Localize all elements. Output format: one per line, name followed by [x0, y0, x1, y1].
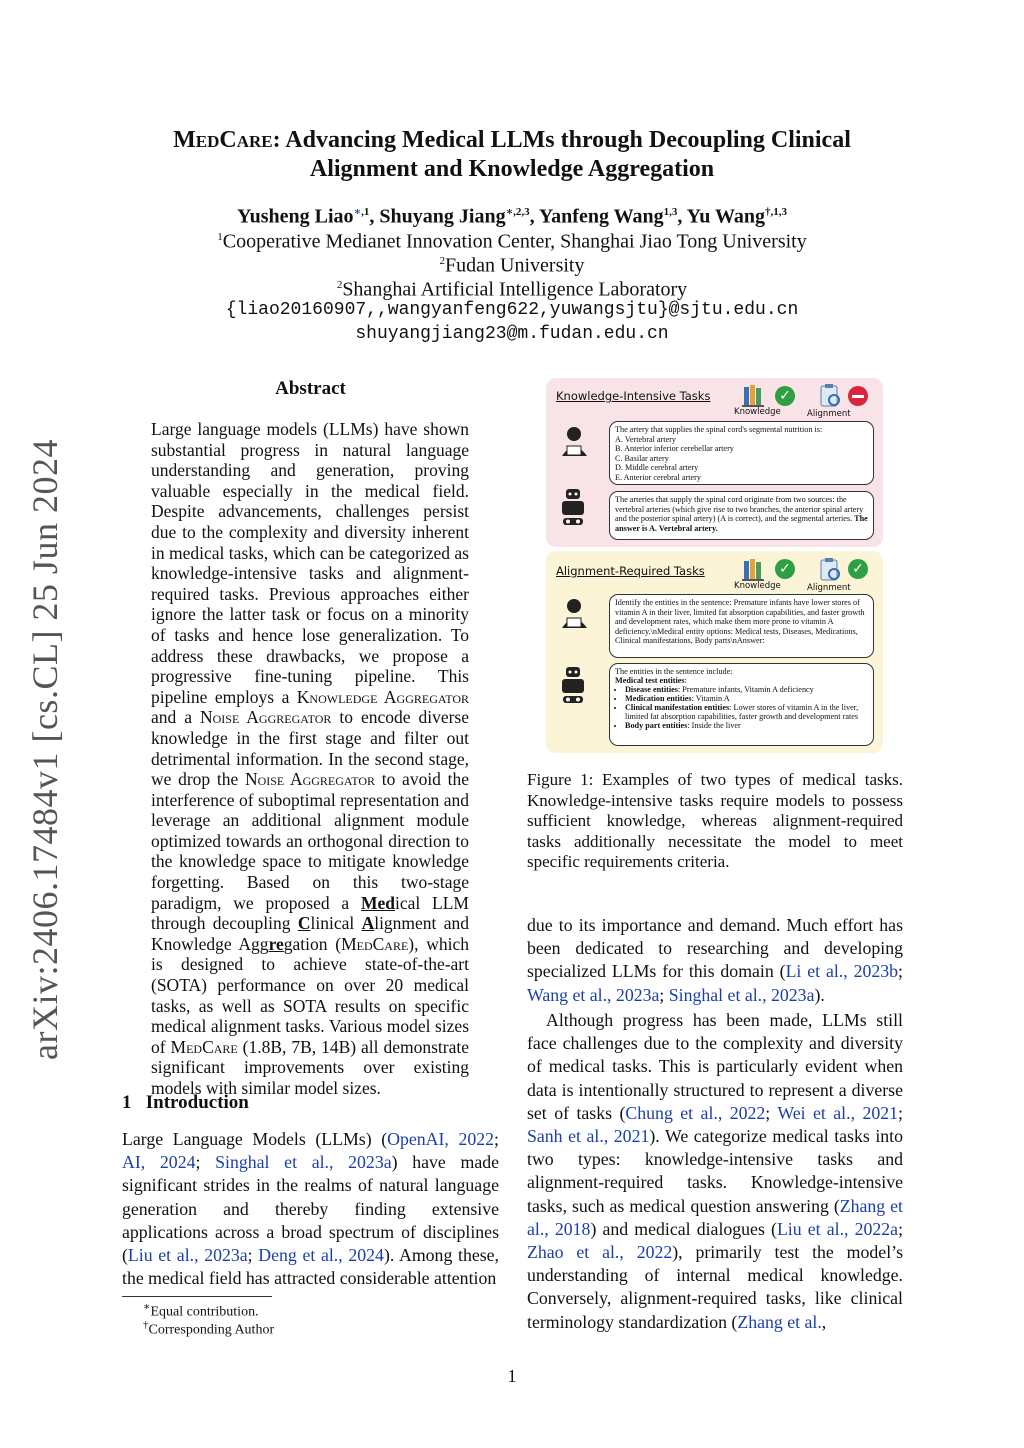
citation-link[interactable]: Deng et al., 2024	[258, 1245, 384, 1266]
entity-item: • Medication entities: Vitamin A	[625, 694, 868, 703]
books-icon	[742, 383, 766, 407]
abstract-heading: Abstract	[275, 378, 346, 399]
author-1-affil: ,1	[361, 206, 370, 218]
author-4: , Yu Wang	[677, 205, 766, 228]
right-paragraph-2: Although progress has been made, LLMs still face challenges due to the complexity and diversity of medical tasks. This is particularly evident when data is intentionally structured to represent a diverse set of tasks (Chung et al., 2022; Wei et al., 2021; Sanh et al., 2021). We categorize medical tasks into two types: knowledge-intensive tasks and alignment-required tasks. Knowledge-intensive tasks, such as medical question answering (Zhang et al., 2018) and medical dialogues (Liu et al., 2022a; Zhao et al., 2022), primarily test the model’s understanding of internal medical knowledge. Conversely, alignment-required tasks, like clinical terminology standardization (Zhang et al.,	[527, 1010, 904, 1332]
footnote-1: ∗Equal contribution.	[143, 1301, 259, 1320]
knowledge-aggregator-term: Knowledge Aggregator	[296, 686, 469, 707]
title-line1: : Advancing Medical LLMs through Decoupling Clinical	[272, 127, 851, 153]
answer-bubble-1: The arteries that supply the spinal cord originate from two sources: the vertebral arteries (which give rise to two branches, the anterior spinal artery and the posterior spinal artery) (A is correct), and the segmental arteries. The answer is A. Vertebral artery.	[609, 491, 874, 540]
affiliation-1: $^1$Cooperative Medianet Innovation Center, Shanghai Jiao Tong University	[217, 230, 807, 253]
author-3: , Yanfeng Wang	[529, 205, 664, 228]
entity-item: • Clinical manifestation entities: Lower stores of vitamin A in the liver, limited fat absorption capabilities, faster growth and development rates	[625, 703, 868, 721]
clipboard-icon	[818, 557, 842, 581]
robot-icon	[558, 487, 588, 527]
intro-paragraph: Large Language Models (LLMs) (OpenAI, 2022; AI, 2024; Singhal et al., 2023a) have made significant strides in the realms of natural language generation and thereby finding extensive applications across a broad spectrum of disciplines (Liu et al., 2023a; Deng et al., 2024). Among these, the medical field has attracted considerable attention	[122, 1129, 500, 1289]
citation-link[interactable]: Liu et al., 2023a	[127, 1245, 248, 1266]
citation-link[interactable]: OpenAI, 2022	[387, 1129, 495, 1149]
author-1-mark[interactable]: ∗	[353, 206, 362, 218]
citation-link[interactable]: Li et al., 2023b	[785, 961, 899, 982]
noise-aggregator-term-2: Noise Aggregator	[244, 769, 376, 790]
figure-caption: Figure 1: Examples of two types of medical tasks. Knowledge-intensive tasks require models to possess sufficient knowledge, whereas alignment-required tasks additionally necessitate the model to meet specific requirements criteria.	[527, 770, 903, 872]
author-3-affil: 1,3	[663, 206, 678, 218]
abstract-body: Large language models (LLMs) have shown substantial progress in natural language understanding and generation, proving valuable especially in the medical field. Despite advancements, challenges persist due to the complexity and diversity inherent in medical tasks, which can be categorized as knowledge-intensive tasks and alignment-required tasks. Previous approaches either ignore the latter task or focus on a minority of tasks and hence lose generalization. To address these drawbacks, we propose a progressive fine-tuning pipeline. This pipeline employs a Knowledge Aggregator and a Noise Aggregator to encode diverse knowledge in the first stage and filter out detrimental information. In the second stage, we drop the Noise Aggregator to avoid the interference of suboptimal representation and leverage an additional alignment module optimized towards an orthogonal direction to the knowledge space to mitigate knowledge forgetting. Based on this two-stage paradigm, we proposed a Medical LLM through decoupling Clinical Alignment and Knowledge Aggregation (MedCare), which is designed to achieve state-of-the-art (SOTA) performance on over 20 medical tasks, as well as SOTA results on specific medical alignment tasks. Various model sizes of MedCare (1.8B, 7B, 14B) all demonstrate significant improvements over existing models with similar model sizes.	[151, 419, 470, 1098]
right-paragraph-1: due to its importance and demand. Much effort has been dedicated to researching and developing specialized LLMs for this domain (Li et al., 2023b; Wang et al., 2023a; Singhal et al., 2023a).	[527, 915, 903, 1005]
citation-link[interactable]: Zhao et al., 2022	[527, 1242, 673, 1263]
check-icon: ✓	[848, 559, 868, 579]
page-number: 1	[507, 1366, 517, 1386]
knowledge-label: Knowledge	[734, 407, 781, 417]
email-line-2: shuyangjiang23@m.fudan.edu.cn	[355, 324, 669, 344]
affiliation-2: $^2$Fudan University	[439, 254, 585, 277]
citation-link[interactable]: Zhang et al.	[737, 1311, 822, 1332]
noise-aggregator-term: Noise Aggregator	[199, 707, 332, 728]
citation-link[interactable]: Singhal et al., 2023a	[668, 984, 815, 1005]
citation-link[interactable]: Zhang et al., 2018	[527, 1195, 903, 1239]
citation-link[interactable]: Wei et al., 2021	[777, 1102, 899, 1123]
entity-item: • Body part entities: Inside the liver	[625, 721, 868, 730]
citation-link[interactable]: AI, 2024	[122, 1152, 196, 1173]
author-2: , Shuyang Jiang	[369, 205, 506, 228]
robot-icon	[558, 665, 588, 705]
citation-link[interactable]: Sanh et al., 2021	[527, 1126, 650, 1147]
footnote-2: †Corresponding Author	[143, 1319, 275, 1338]
affiliation-3: $^2$Shanghai Artificial Intelligence Laboratory	[336, 278, 688, 301]
check-icon: ✓	[775, 386, 795, 406]
footnote-rule	[122, 1296, 272, 1297]
knowledge-label: Knowledge	[734, 581, 781, 591]
section-heading-introduction: 1 Introduction	[122, 1092, 249, 1113]
email-line-1: {liao20160907,,wangyanfeng622,yuwangsjtu}@sjtu.edu.cn	[225, 300, 799, 320]
entity-item: • Disease entities: Premature infants, Vitamin A deficiency	[625, 685, 868, 694]
citation-link[interactable]: Liu et al., 2022a	[776, 1218, 899, 1239]
clipboard-icon	[818, 383, 842, 407]
title-line2: Alignment and Knowledge Aggregation	[309, 156, 715, 182]
books-icon	[742, 557, 766, 581]
user-at-laptop-icon	[560, 598, 590, 630]
alignment-label: Alignment	[807, 409, 851, 419]
panel-title-alignment-required: Alignment-Required Tasks	[556, 564, 705, 578]
citation-link[interactable]: Singhal et al., 2023a	[215, 1152, 392, 1173]
question-bubble-1: The artery that supplies the spinal cord's segmental nutrition is: A. Vertebral artery B. Anterior inferior cerebellar artery C. Basilar artery D. Middle cerebral artery E. Anterior cerebral artery	[609, 421, 874, 485]
citation-link[interactable]: Chung et al., 2022	[625, 1102, 766, 1123]
author-4-affil: †,1,3	[765, 206, 788, 218]
check-icon: ✓	[775, 559, 795, 579]
citation-link[interactable]: Wang et al., 2023a	[527, 984, 660, 1005]
user-at-laptop-icon	[560, 426, 590, 458]
alignment-label: Alignment	[807, 583, 851, 593]
author-2-affil: ∗,2,3	[505, 206, 530, 218]
paper-title	[100, 126, 924, 184]
title-model-name: MedCare	[173, 127, 273, 153]
question-bubble-2: Identify the entities in the sentence: Premature infants have lower stores of vitamin A in their liver, limited fat absorption capabilities, and faster growth and development rates, which make them more prone to vitamin A deficiency.\nMedical entity options: Medical tests, Diseases, Medications, Clinical manifestations, Body parts\nAnswer:	[609, 594, 874, 658]
panel-title-knowledge-intensive: Knowledge-Intensive Tasks	[556, 389, 711, 403]
no-entry-icon	[848, 386, 868, 406]
author-1: Yusheng Liao	[236, 205, 354, 228]
answer-bubble-2: The entities in the sentence include: Medical test entities: • Disease entities: Premature infants, Vitamin A deficiency • Medication entities: Vitamin A • Clinical manifestation entities: Lower stores of vitamin A in the liver, limited fat absorption capabilities, faster growth and development rates • Body part entities: Inside the liver	[609, 663, 874, 746]
arxiv-identifier: arXiv:2406.17484v1 [cs.CL] 25 Jun 2024	[25, 439, 65, 1060]
